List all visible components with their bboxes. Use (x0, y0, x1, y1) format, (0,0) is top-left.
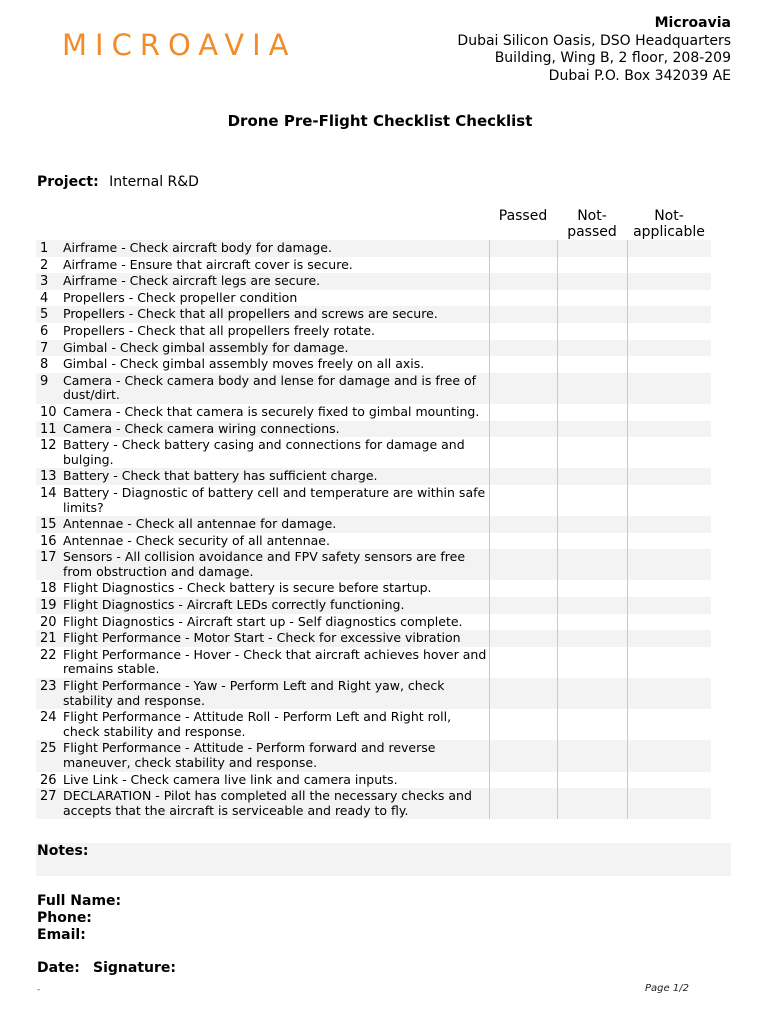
date-label: Date: (37, 960, 80, 976)
item-text: Airframe - Ensure that aircraft cover is secure. (63, 256, 353, 272)
item-text: Flight Performance - Hover - Check that aircraft achieves hover and remains stable. (63, 646, 487, 677)
item-number: 22 (40, 647, 57, 663)
item-number: 1 (40, 241, 49, 256)
checklist-row (36, 273, 711, 290)
item-text: Propellers - Check propeller condition (63, 289, 298, 305)
not-passed-cell[interactable] (557, 678, 627, 709)
passed-cell[interactable] (489, 273, 557, 290)
checklist-row (36, 373, 711, 404)
item-number: 26 (40, 772, 57, 788)
item-number: 6 (40, 323, 49, 339)
not-applicable-cell[interactable] (627, 614, 711, 631)
item-number: 7 (40, 340, 49, 356)
checklist-row (36, 772, 711, 789)
not-applicable-cell[interactable] (627, 437, 711, 468)
checklist-table (36, 240, 711, 819)
item-number: 16 (40, 533, 57, 549)
not-passed-cell[interactable] (557, 437, 627, 468)
not-passed-cell[interactable] (557, 240, 627, 257)
signature-label: Signature: (93, 960, 176, 976)
passed-cell[interactable] (489, 630, 557, 647)
checklist-row (36, 709, 711, 740)
item-text: Propellers - Check that all propellers and screws are secure. (63, 306, 438, 322)
item-text: DECLARATION - Pilot has completed all the necessary checks and accepts that the aircraft is serviceable and ready to fly. (63, 788, 472, 818)
passed-cell[interactable] (489, 240, 557, 257)
not-passed-cell[interactable] (557, 421, 627, 438)
not-applicable-cell[interactable] (627, 647, 711, 678)
item-text: Flight Diagnostics - Aircraft LEDs correctly functioning. (63, 597, 405, 613)
passed-cell[interactable] (489, 580, 557, 597)
not-passed-cell[interactable] (557, 340, 627, 357)
not-applicable-cell[interactable] (627, 630, 711, 647)
not-passed-cell[interactable] (557, 580, 627, 597)
item-text: Flight Diagnostics - Check battery is secure before startup. (63, 580, 432, 596)
passed-cell[interactable] (489, 257, 557, 274)
item-number: 10 (40, 404, 57, 420)
not-applicable-cell[interactable] (627, 340, 711, 357)
item-number: 8 (40, 357, 49, 373)
not-passed-cell[interactable] (557, 373, 627, 404)
passed-cell[interactable] (489, 597, 557, 614)
not-passed-cell[interactable] (557, 306, 627, 323)
checklist-row (36, 437, 711, 468)
item-text: Flight Performance - Attitude Roll - Perform Left and Right roll, check stability and response. (63, 709, 452, 739)
not-applicable-cell[interactable] (627, 533, 711, 550)
checklist-row (36, 647, 711, 678)
microavia-logo (62, 27, 374, 61)
item-text: Antennae - Check security of all antennae. (63, 532, 330, 548)
passed-cell[interactable] (489, 709, 557, 740)
item-number: 13 (40, 469, 57, 485)
checklist-row (36, 580, 711, 597)
checklist-row (36, 404, 711, 421)
passed-cell[interactable] (489, 678, 557, 709)
item-number: 18 (40, 581, 57, 597)
not-applicable-cell[interactable] (627, 306, 711, 323)
svg-text:MICROAVIA: MICROAVIA (62, 28, 297, 61)
not-passed-cell[interactable] (557, 647, 627, 678)
item-text: Battery - Diagnostic of battery cell and temperature are within safe limits? (63, 484, 486, 515)
not-applicable-cell[interactable] (627, 257, 711, 274)
not-passed-cell[interactable] (557, 533, 627, 550)
not-applicable-cell[interactable] (627, 323, 711, 340)
not-passed-cell[interactable] (557, 549, 627, 580)
not-applicable-cell[interactable] (627, 240, 711, 257)
item-text: Flight Diagnostics - Aircraft start up - Self diagnostics complete. (63, 613, 463, 629)
checklist-row (36, 240, 711, 257)
project-line (37, 174, 199, 190)
passed-cell[interactable] (489, 788, 557, 819)
item-number: 27 (40, 789, 57, 805)
item-number: 24 (40, 710, 57, 726)
item-number: 15 (40, 517, 57, 533)
checklist-row (36, 323, 711, 340)
not-passed-cell[interactable] (557, 788, 627, 819)
passed-cell[interactable] (489, 323, 557, 340)
not-applicable-cell[interactable] (627, 788, 711, 819)
not-passed-cell[interactable] (557, 614, 627, 631)
not-passed-cell[interactable] (557, 709, 627, 740)
company-name: Microavia (654, 15, 731, 31)
not-applicable-cell[interactable] (627, 549, 711, 580)
not-applicable-cell[interactable] (627, 290, 711, 307)
checklist-row (36, 340, 711, 357)
page-number: Page 1/2 (645, 983, 689, 994)
column-header-passed: Passed (498, 208, 548, 224)
not-applicable-cell[interactable] (627, 356, 711, 373)
project-label: Project: (37, 174, 99, 190)
passed-cell[interactable] (489, 549, 557, 580)
full-name-label: Full Name: (37, 893, 122, 909)
item-number: 11 (40, 421, 57, 437)
column-header-not-passed: Not- passed (567, 208, 617, 240)
checklist-row (36, 421, 711, 438)
checklist-row (36, 356, 711, 373)
checklist-row (36, 630, 711, 647)
passed-cell[interactable] (489, 290, 557, 307)
address-line: Building, Wing B, 2 floor, 208-209 (494, 50, 731, 66)
checklist-row (36, 678, 711, 709)
passed-cell[interactable] (489, 516, 557, 533)
passed-cell[interactable] (489, 647, 557, 678)
item-number: 12 (40, 438, 57, 454)
item-text: Antennae - Check all antennae for damage. (63, 516, 337, 532)
address-line: Dubai Silicon Oasis, DSO Headquarters (457, 32, 731, 49)
checklist-row (36, 788, 711, 819)
not-passed-cell[interactable] (557, 468, 627, 485)
phone-label: Phone: (37, 910, 92, 926)
item-text: Camera - Check camera wiring connections. (63, 420, 340, 436)
checklist-row (36, 468, 711, 485)
company-info (457, 15, 731, 85)
not-applicable-cell[interactable] (627, 740, 711, 771)
passed-cell[interactable] (489, 485, 557, 516)
checklist-row (36, 290, 711, 307)
item-number: 17 (40, 550, 57, 566)
passed-cell[interactable] (489, 437, 557, 468)
not-applicable-cell[interactable] (627, 709, 711, 740)
not-passed-cell[interactable] (557, 290, 627, 307)
not-passed-cell[interactable] (557, 772, 627, 789)
item-text: Airframe - Check aircraft body for damage. (63, 240, 332, 255)
item-number: 2 (40, 257, 49, 273)
not-applicable-cell[interactable] (627, 485, 711, 516)
item-number: 3 (40, 274, 49, 290)
passed-cell[interactable] (489, 340, 557, 357)
item-text: Gimbal - Check gimbal assembly for damage. (63, 339, 349, 355)
passed-cell[interactable] (489, 421, 557, 438)
passed-cell[interactable] (489, 614, 557, 631)
item-text: Flight Performance - Yaw - Perform Left and Right yaw, check stability and response. (63, 678, 445, 708)
not-passed-cell[interactable] (557, 516, 627, 533)
checklist-row (36, 306, 711, 323)
item-text: Camera - Check camera body and lense for damage and is free of dust/dirt. (63, 372, 477, 403)
address-line: Dubai P.O. Box 342039 AE (548, 67, 731, 84)
item-number: 21 (40, 631, 57, 647)
item-number: 9 (40, 373, 49, 389)
not-passed-cell[interactable] (557, 273, 627, 290)
not-applicable-cell[interactable] (627, 597, 711, 614)
not-applicable-cell[interactable] (627, 580, 711, 597)
passed-cell[interactable] (489, 740, 557, 771)
not-passed-cell[interactable] (557, 257, 627, 274)
checklist-row (36, 485, 711, 516)
not-applicable-cell[interactable] (627, 516, 711, 533)
not-applicable-cell[interactable] (627, 468, 711, 485)
passed-cell[interactable] (489, 356, 557, 373)
checklist-row (36, 740, 711, 771)
item-text: Gimbal - Check gimbal assembly moves freely on all axis. (63, 356, 425, 372)
item-text: Flight Performance - Attitude - Perform forward and reverse maneuver, check stability and response. (63, 740, 436, 770)
footer-dash: - (37, 985, 41, 995)
checklist-row (36, 549, 711, 580)
not-passed-cell[interactable] (557, 404, 627, 421)
item-text: Battery - Check battery casing and connections for damage and bulging. (63, 437, 465, 467)
item-number: 20 (40, 614, 57, 630)
not-passed-cell[interactable] (557, 356, 627, 373)
not-applicable-cell[interactable] (627, 678, 711, 709)
not-applicable-cell[interactable] (627, 373, 711, 404)
not-passed-cell[interactable] (557, 323, 627, 340)
item-number: 19 (40, 598, 57, 614)
checklist-row (36, 597, 711, 614)
checklist-row (36, 516, 711, 533)
item-text: Live Link - Check camera live link and camera inputs. (63, 771, 398, 787)
passed-cell[interactable] (489, 772, 557, 789)
passed-cell[interactable] (489, 404, 557, 421)
item-text: Airframe - Check aircraft legs are secure. (63, 273, 321, 289)
not-applicable-cell[interactable] (627, 273, 711, 290)
passed-cell[interactable] (489, 468, 557, 485)
item-text: Camera - Check that camera is securely fixed to gimbal mounting. (63, 403, 480, 419)
item-number: 5 (40, 307, 49, 323)
project-value: Internal R&D (109, 174, 199, 190)
not-applicable-cell[interactable] (627, 421, 711, 438)
not-passed-cell[interactable] (557, 597, 627, 614)
notes-box[interactable] (36, 843, 731, 876)
checklist-row (36, 533, 711, 550)
checklist-row (36, 257, 711, 274)
item-text: Propellers - Check that all propellers freely rotate. (63, 322, 376, 338)
not-applicable-cell[interactable] (627, 772, 711, 789)
email-label: Email: (37, 927, 86, 943)
item-text: Flight Performance - Motor Start - Check for excessive vibration (63, 630, 461, 646)
item-number: 25 (40, 741, 57, 757)
not-applicable-cell[interactable] (627, 404, 711, 421)
not-passed-cell[interactable] (557, 740, 627, 771)
not-passed-cell[interactable] (557, 485, 627, 516)
item-number: 23 (40, 679, 57, 695)
checklist-row (36, 614, 711, 631)
item-text: Sensors - All collision avoidance and FPV safety sensors are free from obstruction and damage. (63, 549, 466, 579)
item-number: 14 (40, 485, 57, 501)
passed-cell[interactable] (489, 533, 557, 550)
item-number: 4 (40, 290, 49, 306)
column-header-not-applicable: Not- applicable (633, 208, 705, 240)
document-title: Drone Pre-Flight Checklist Checklist (227, 112, 533, 130)
passed-cell[interactable] (489, 373, 557, 404)
notes-label: Notes: (37, 843, 89, 859)
not-passed-cell[interactable] (557, 630, 627, 647)
passed-cell[interactable] (489, 306, 557, 323)
item-text: Battery - Check that battery has sufficient charge. (63, 468, 378, 484)
